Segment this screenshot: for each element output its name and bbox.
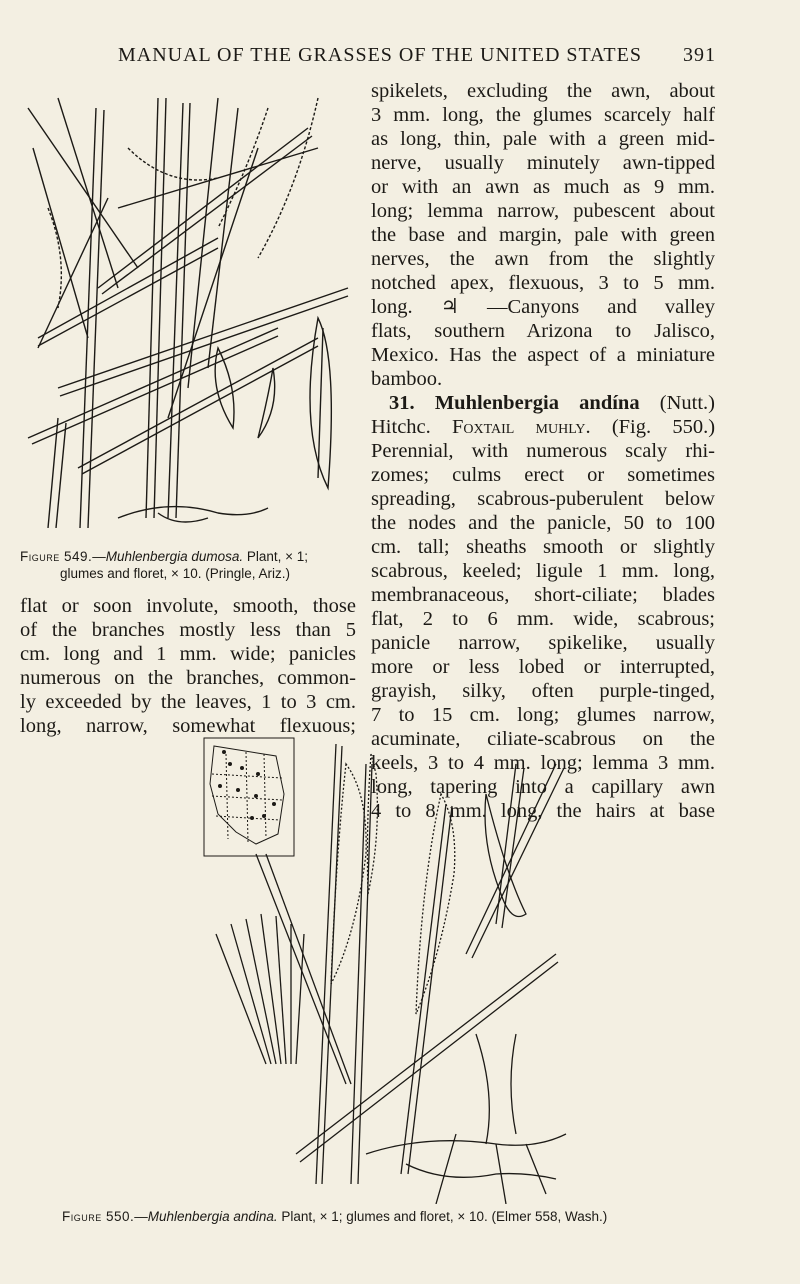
figure-549-caption-line2: glumes and floret, × 10. (Pringle, Ariz.): [60, 566, 290, 581]
text-line: long. ♃ —Canyons and valley: [371, 296, 715, 318]
figure-reference: (Fig. 550.): [611, 416, 716, 438]
species-number: 31.: [389, 392, 415, 414]
text-line: membranaceous, short-ciliate; blades: [371, 584, 715, 606]
text-line: 7 to 15 cm. long; glumes narrow,: [371, 704, 715, 726]
figure-550-illustration: [196, 734, 576, 1204]
text-line: scabrous, keeled; ligule 1 mm. long,: [371, 560, 715, 582]
common-name: Foxtail muhly.: [451, 416, 591, 438]
text-line: nerves, the awn from the slightly: [371, 248, 715, 270]
text-line: cm. tall; sheaths smooth or slightly: [371, 536, 715, 558]
text-line: as long, thin, pale with a green mid-: [371, 128, 715, 150]
text-line: nerve, usually minutely awn-tipped: [371, 152, 715, 174]
text-line: ly exceeded by the leaves, 1 to 3 cm.: [20, 691, 356, 713]
figure-549-label: Figure 549.: [20, 549, 93, 564]
species-heading-line: [371, 391, 715, 415]
text-line: the nodes and the panicle, 50 to 100: [371, 512, 715, 534]
figure-549-illustration: [18, 88, 358, 528]
text-line: spikelets, excluding the awn, about: [371, 80, 715, 102]
text-line: flat, 2 to 6 mm. wide, scabrous;: [371, 608, 715, 630]
right-column-text: [371, 79, 715, 823]
text-line: flat or soon involute, smooth, those: [20, 595, 356, 617]
text-line: long, narrow, somewhat flexuous;: [20, 715, 356, 737]
text-line: more or less lobed or interrupted,: [371, 656, 715, 678]
distribution-map: [204, 738, 294, 856]
text-line: 4 to 8 mm. long, the hairs at base: [371, 800, 715, 822]
text-line: 3 mm. long, the glumes scarcely half: [371, 104, 715, 126]
figure-549-caption: Figure 549.—Muhlenbergia dumosa. Plant, × 1; glumes and floret, × 10. (Pringle, Ariz.): [20, 548, 360, 582]
text-line: Perennial, with numerous scaly rhi-: [371, 440, 715, 462]
species-author: (Nutt.): [659, 392, 716, 414]
species-name: Muhlenbergia andína: [434, 392, 640, 414]
text-line: long; lemma narrow, pubescent about: [371, 200, 715, 222]
figure-550-caption-rest: Plant, × 1; glumes and floret, × 10. (Elmer 558, Wash.): [277, 1209, 608, 1224]
text-line: grayish, silky, often purple-tinged,: [371, 680, 715, 702]
left-column-text: [20, 594, 356, 738]
species-author2: Hitchc.: [371, 416, 431, 438]
text-line: flats, southern Arizona to Jalisco,: [371, 320, 715, 342]
figure-550-species: Muhlenbergia andina.: [147, 1209, 278, 1224]
text-line: cm. long and 1 mm. wide; panicles: [20, 643, 356, 665]
text-line: spreading, scabrous-puberulent below: [371, 488, 715, 510]
text-line: numerous on the branches, common-: [20, 667, 356, 689]
text-line: notched apex, flexuous, 3 to 5 mm.: [371, 272, 715, 294]
figure-549-caption-line1: Plant, × 1;: [243, 549, 309, 564]
text-line: zomes; culms erect or sometimes: [371, 464, 715, 486]
figure-550-label: Figure 550.: [62, 1209, 135, 1224]
figure-550-caption: Figure 550.—Muhlenbergia andina. Plant, × 1; glumes and floret, × 10. (Elmer 558, Wash.): [62, 1209, 608, 1224]
text-line: of the branches mostly less than 5: [20, 619, 356, 641]
running-title: MANUAL OF THE GRASSES OF THE UNITED STATES: [118, 44, 642, 66]
text-line: acuminate, ciliate-scabrous on the: [371, 728, 715, 750]
text-line: or with an awn as much as 9 mm.: [371, 176, 715, 198]
text-line: panicle narrow, spikelike, usually: [371, 632, 715, 654]
species-common-line: [371, 415, 715, 439]
text-line: long, tapering into a capillary awn: [371, 776, 715, 798]
text-line: the base and margin, pale with green: [371, 224, 715, 246]
figure-549-species: Muhlenbergia dumosa.: [105, 549, 244, 564]
text-line: bamboo.: [371, 368, 443, 390]
text-line: Mexico. Has the aspect of a miniature: [371, 344, 715, 366]
text-line: keels, 3 to 4 mm. long; lemma 3 mm.: [371, 752, 715, 774]
page-number: 391: [683, 44, 716, 66]
